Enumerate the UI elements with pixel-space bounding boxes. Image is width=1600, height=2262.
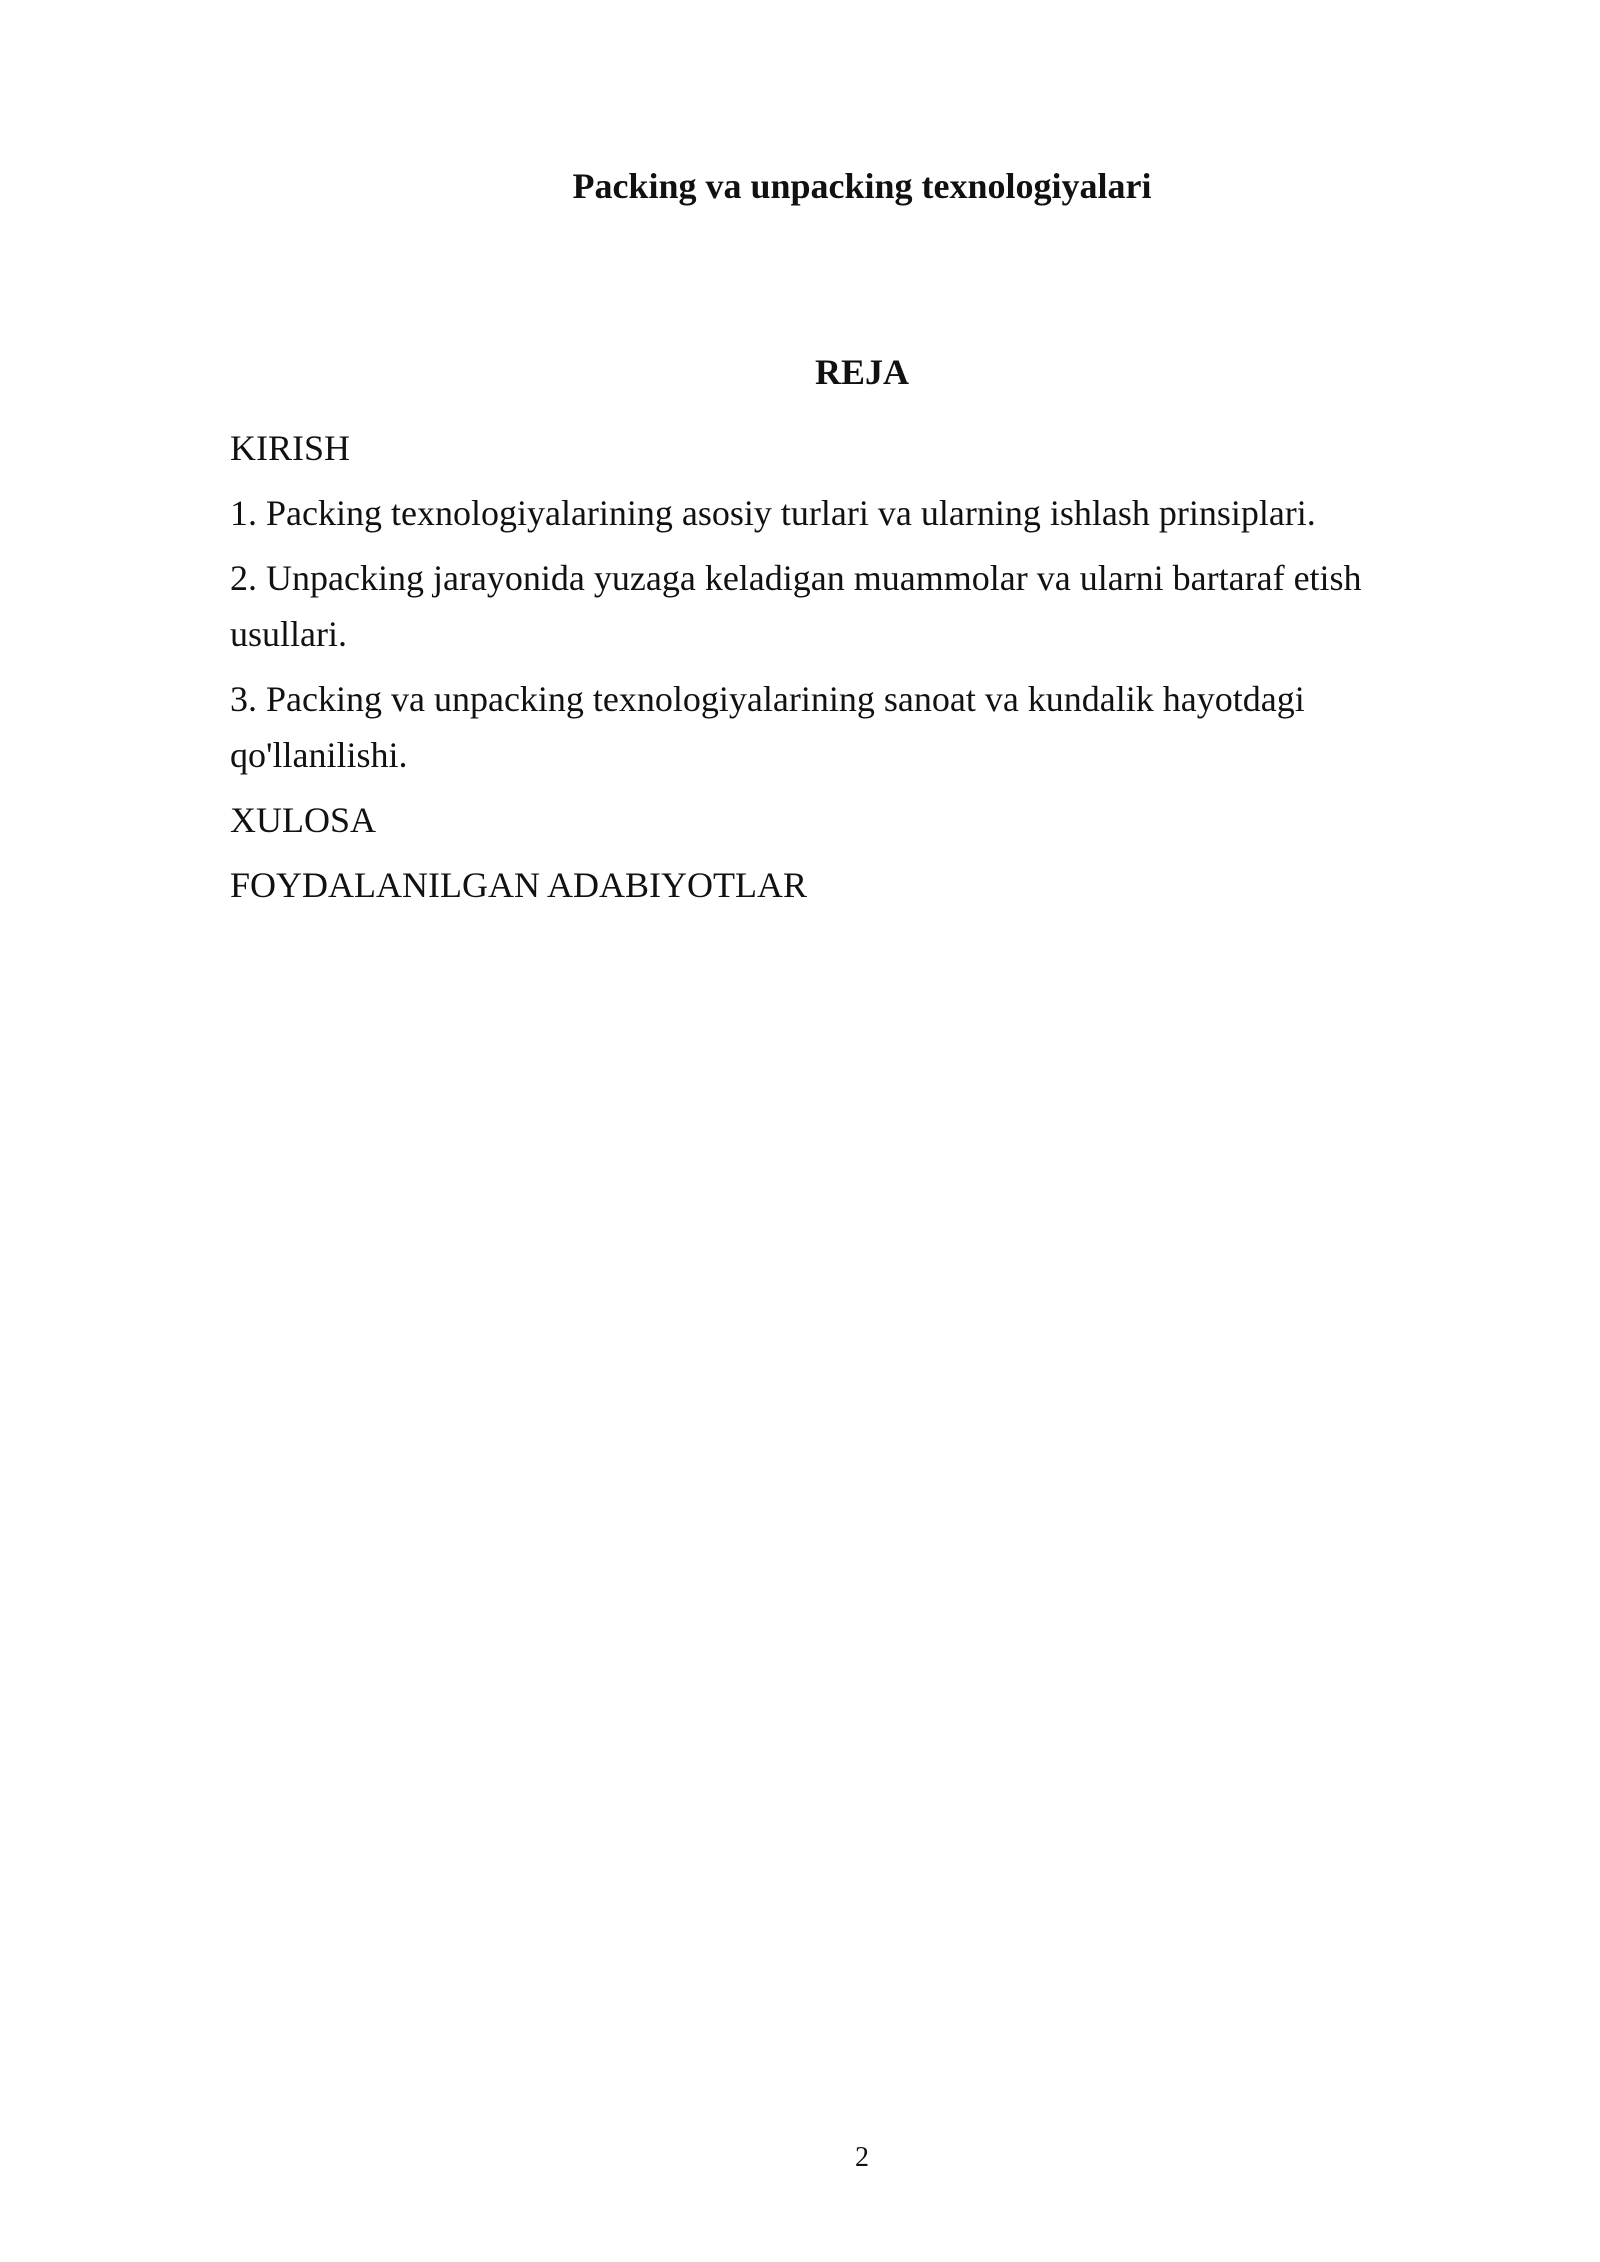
plan-list [230,420,1430,922]
document-title: Packing va unpacking texnologiyalari [572,166,1152,206]
plan-item-conclusion: XULOSA [230,800,377,840]
plan-item-2: 2. Unpacking jarayonida yuzaga keladigan muammolar va ularni bartaraf etish usullari. [230,558,1362,654]
plan-item-3: 3. Packing va unpacking texnologiyalarining sanoat va kundalik hayotdagi qo'llanilishi. [230,679,1305,775]
plan-item-introduction: KIRISH [230,428,351,468]
plan-item-references: FOYDALANILGAN ADABIYOTLAR [230,865,807,905]
page-number: 2 [855,2142,869,2173]
plan-heading: REJA [814,352,909,392]
plan-item-1: 1. Packing texnologiyalarining asosiy turlari va ularning ishlash prinsiplari. [230,493,1316,533]
